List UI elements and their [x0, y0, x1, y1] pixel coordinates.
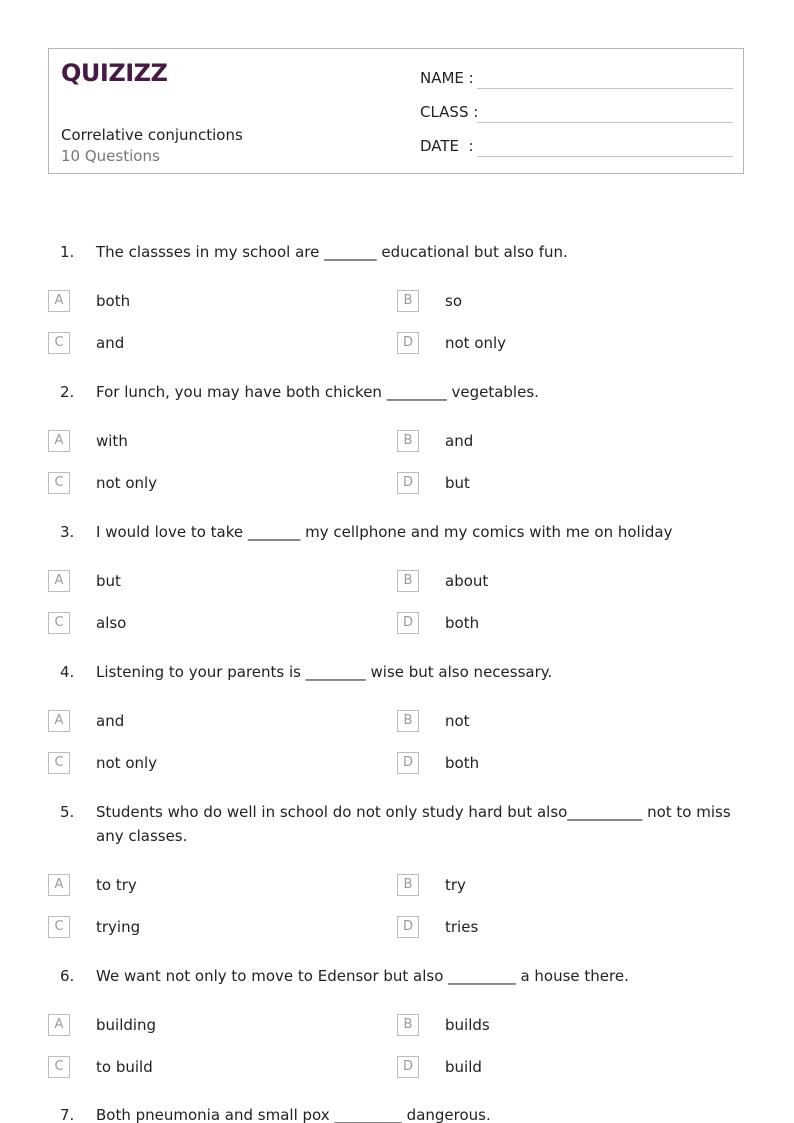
question-text: I would love to take _______ my cellphone and my comics with me on holiday [96, 523, 673, 541]
option-text: not only [445, 334, 507, 352]
option-text: and [445, 432, 474, 450]
date-field[interactable] [420, 135, 733, 159]
question-number: 2. [60, 383, 75, 401]
option-text: but [445, 474, 470, 492]
option-text: and [96, 334, 125, 352]
option-text: trying [96, 918, 141, 936]
option-letter: C [48, 752, 70, 774]
option-text: not only [96, 754, 158, 772]
option-letter: D [397, 472, 419, 494]
option-text: both [445, 754, 480, 772]
worksheet-header [48, 48, 744, 174]
option-text: both [96, 292, 131, 310]
option-letter: A [48, 874, 70, 896]
name-field[interactable] [420, 67, 733, 91]
question-text: The classses in my school are _______ educational but also fun. [96, 243, 568, 261]
option-text: also [96, 614, 127, 632]
option-letter: A [48, 570, 70, 592]
option-letter: B [397, 570, 419, 592]
question-count: 10 Questions [61, 147, 160, 165]
question-text: For lunch, you may have both chicken ________ vegetables. [96, 383, 539, 401]
question-number: 7. [60, 1106, 75, 1123]
question-text: Both pneumonia and small pox _________ dangerous. [96, 1106, 491, 1123]
option-letter: C [48, 472, 70, 494]
option-letter: C [48, 332, 70, 354]
option-letter: A [48, 710, 70, 732]
date-line[interactable] [477, 156, 733, 157]
option-text: about [445, 572, 489, 590]
option-text: but [96, 572, 121, 590]
option-letter: A [48, 290, 70, 312]
option-text: building [96, 1016, 157, 1034]
option-letter: B [397, 290, 419, 312]
question-number: 1. [60, 243, 75, 261]
question-text: We want not only to move to Edensor but also _________ a house there. [96, 967, 629, 985]
option-text: not only [96, 474, 158, 492]
quizizz-logo: QUIZIZZ [61, 59, 168, 87]
date-label: DATE : [420, 137, 474, 155]
question-7 [0, 1103, 794, 1123]
option-text: not [445, 712, 470, 730]
question-number: 6. [60, 967, 75, 985]
option-text: with [96, 432, 128, 450]
option-text: both [445, 614, 480, 632]
option-letter: D [397, 612, 419, 634]
class-line[interactable] [477, 122, 733, 123]
option-text: and [96, 712, 125, 730]
option-letter: C [48, 612, 70, 634]
option-letter: C [48, 1056, 70, 1078]
option-letter: D [397, 332, 419, 354]
option-text: to try [96, 876, 137, 894]
option-letter: C [48, 916, 70, 938]
class-field[interactable] [420, 101, 733, 125]
option-text: try [445, 876, 466, 894]
class-label: CLASS : [420, 103, 479, 121]
option-text: so [445, 292, 462, 310]
question-number: 4. [60, 663, 75, 681]
name-label: NAME : [420, 69, 474, 87]
name-line[interactable] [477, 88, 733, 89]
worksheet-title: Correlative conjunctions [61, 126, 243, 144]
option-text: to build [96, 1058, 153, 1076]
option-letter: D [397, 1056, 419, 1078]
option-text: tries [445, 918, 479, 936]
option-letter: B [397, 874, 419, 896]
option-letter: A [48, 1014, 70, 1036]
question-text: Listening to your parents is ________ wise but also necessary. [96, 663, 553, 681]
option-text: builds [445, 1016, 490, 1034]
option-letter: B [397, 430, 419, 452]
question-number: 5. [60, 803, 75, 821]
option-letter: B [397, 1014, 419, 1036]
option-letter: D [397, 752, 419, 774]
question-text: Students who do well in school do not only study hard but also__________ not to miss any classes. [96, 803, 731, 845]
option-letter: B [397, 710, 419, 732]
option-letter: D [397, 916, 419, 938]
option-text: build [445, 1058, 482, 1076]
question-number: 3. [60, 523, 75, 541]
option-letter: A [48, 430, 70, 452]
